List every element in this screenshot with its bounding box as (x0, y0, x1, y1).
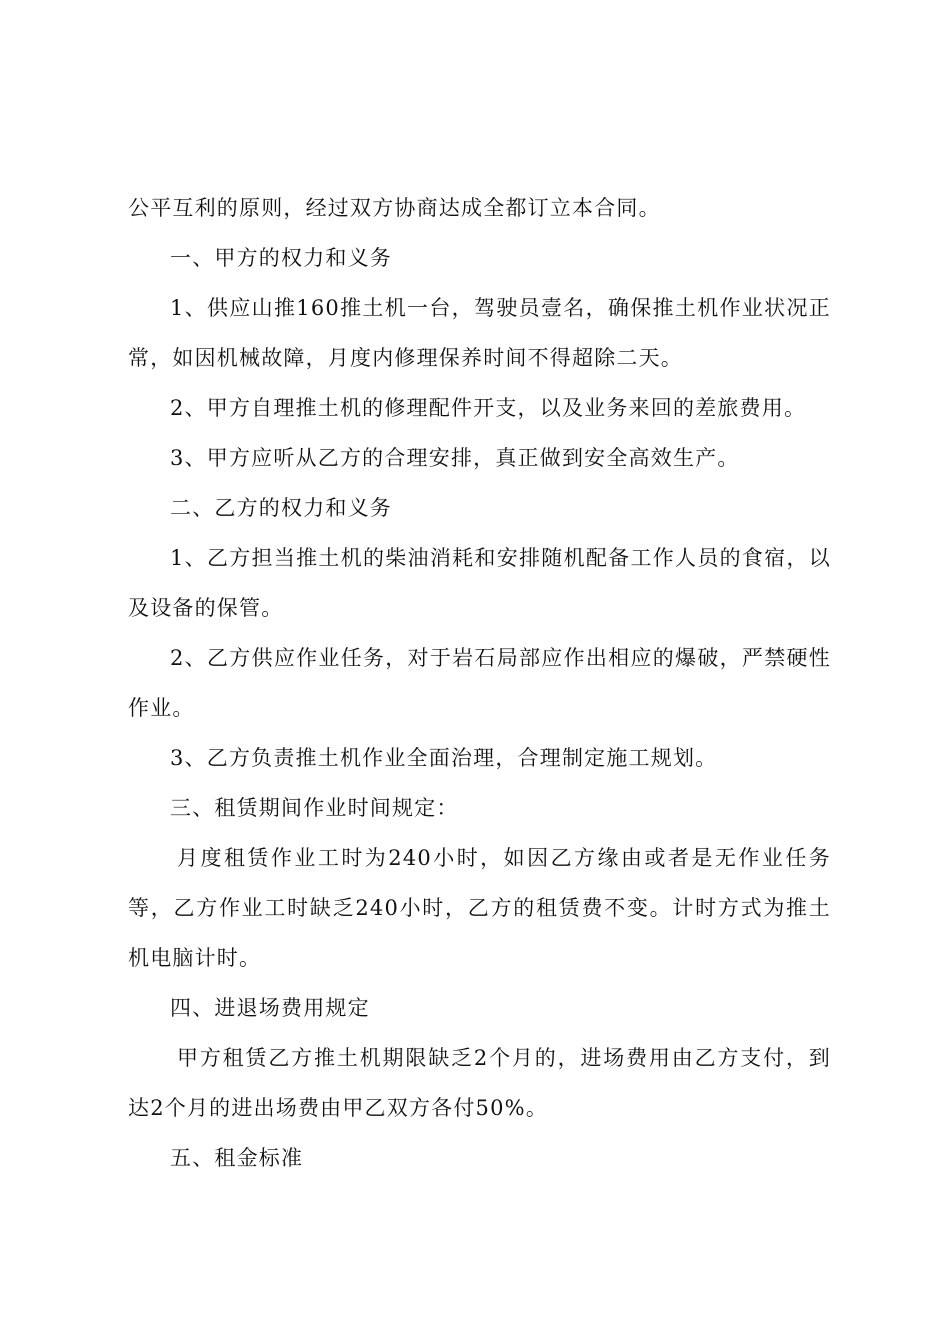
working-hours-line-3: 机电脑计时。 (128, 946, 262, 970)
working-hours-line-1: 月度租赁作业工时为240小时，如因乙方缘由或者是无作业任务 (177, 846, 831, 870)
section-heading-party-a: 一、甲方的权力和义务 (170, 246, 392, 270)
clause-b1-line-1: 1、乙方担当推土机的柴油消耗和安排随机配备工作人员的食宿，以 (170, 546, 831, 570)
clause-b2-line-1: 2、乙方供应作业任务，对于岩石局部应作出相应的爆破，严禁硬性 (170, 646, 831, 670)
clause-a3: 3、甲方应听从乙方的合理安排，真正做到安全高效生产。 (170, 446, 740, 470)
clause-b3: 3、乙方负责推土机作业全面治理，合理制定施工规划。 (170, 746, 718, 770)
clause-a2: 2、甲方自理推土机的修理配件开支，以及业务来回的差旅费用。 (170, 396, 807, 420)
document-page (128, 183, 831, 1183)
clause-a1-line-1: 1、供应山推160推土机一台，驾驶员壹名，确保推土机作业状况正 (170, 296, 831, 320)
clause-a1-line-2: 常，如因机械故障，月度内修理保养时间不得超除二天。 (128, 346, 683, 370)
entry-exit-fees-line-2: 达2个月的进出场费由甲乙双方各付50%。 (128, 1096, 549, 1120)
entry-exit-fees-line-1: 甲方租赁乙方推土机期限缺乏2个月的，进场费用由乙方支付，到 (177, 1046, 831, 1070)
section-heading-working-hours: 三、租赁期间作业时间规定： (170, 796, 459, 820)
section-heading-party-b: 二、乙方的权力和义务 (170, 496, 392, 520)
clause-b2-line-2: 作业。 (128, 696, 195, 720)
working-hours-line-2: 等，乙方作业工时缺乏240小时，乙方的租赁费不变。计时方式为推土 (128, 896, 831, 920)
paragraph-intro-line: 公平互利的原则，经过双方协商达成全都订立本合同。 (128, 196, 661, 220)
section-heading-rental-standard: 五、租金标准 (170, 1146, 304, 1170)
clause-b1-line-2: 及设备的保管。 (128, 596, 284, 620)
section-heading-entry-exit-fees: 四、进退场费用规定 (170, 996, 370, 1020)
